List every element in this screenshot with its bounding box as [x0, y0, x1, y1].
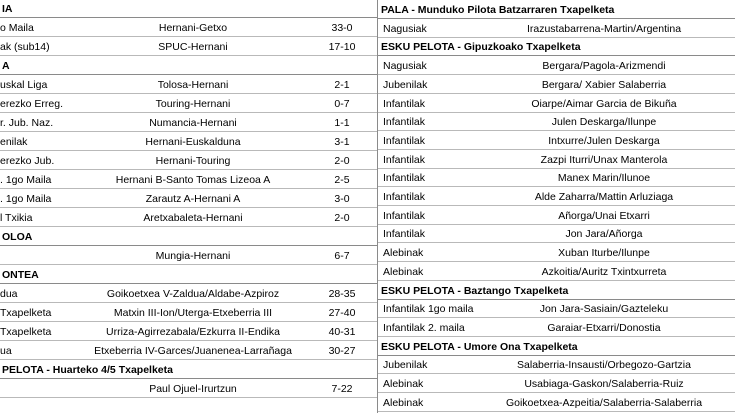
result-row: [378, 188, 735, 206]
result-row: [378, 132, 735, 150]
score-value: 3-0: [334, 193, 350, 205]
section-header: [0, 266, 377, 284]
category-label: o Maila: [0, 22, 34, 34]
result-row: [0, 247, 377, 265]
category-label: Txapelketa: [0, 326, 52, 338]
score-value: 33-0: [331, 22, 353, 34]
match-label: Tolosa-Hernani: [157, 79, 229, 91]
result-row: [378, 375, 735, 393]
match-label: Añorga/Unai Etxarri: [558, 209, 650, 222]
match-label: Garaiar-Etxarri/Donostia: [547, 321, 661, 334]
result-row: [0, 285, 377, 303]
match-label: Matxin III-Ion/Uterga-Etxeberria III: [113, 307, 273, 319]
category-label: enilak: [0, 136, 28, 148]
match-label: Alde Zaharra/Mattin Arluziaga: [534, 191, 674, 203]
match-label: Bergara/Pagola-Arizmendi: [542, 60, 666, 73]
category-label: Infantilak: [383, 153, 426, 166]
result-row: [0, 38, 377, 56]
result-row: [0, 19, 377, 37]
match-label: Urriza-Agirrezabala/Ezkurra II-Endika: [106, 326, 280, 338]
match-label: Jon Jara/Añorga: [565, 228, 643, 241]
score-value: 3-1: [334, 136, 350, 148]
score-value: 7-22: [331, 383, 353, 395]
category-label: Alebinak: [383, 378, 424, 390]
result-row: [378, 207, 735, 225]
category-label: Alebinak: [383, 396, 424, 409]
category-label: Infantilak 2. maila: [383, 321, 465, 334]
result-row: [378, 225, 735, 243]
match-label: Jon Jara-Sasiain/Gazteleku: [539, 303, 669, 316]
result-row: [378, 319, 735, 337]
category-label: ak (sub14): [0, 41, 50, 53]
category-label: Jubenilak: [383, 78, 428, 91]
match-label: Intxurre/Julen Deskarga: [548, 134, 660, 147]
score-value: 2-1: [334, 79, 350, 91]
score-value: 27-40: [328, 307, 356, 319]
category-label: uskal Liga: [0, 79, 48, 91]
match-label: Irazustabarrena-Martin/Argentina: [526, 22, 682, 35]
section-title: ESKU PELOTA - Baztango Txapelketa: [381, 284, 569, 297]
match-label: Salaberria-Insausti/Orbegozo-Gartzia: [517, 359, 691, 372]
section-header: [378, 282, 735, 300]
match-label: Hernani B-Santo Tomas Lizeoa A: [115, 174, 271, 186]
result-row: [0, 304, 377, 322]
result-row: [0, 209, 377, 227]
result-row: [378, 20, 735, 38]
category-label: Nagusiak: [383, 60, 427, 73]
match-label: Goikoetxea V-Zaldua/Aldabe-Azpiroz: [106, 288, 280, 300]
match-label: Xuban Iturbe/Ilunpe: [558, 247, 650, 260]
score-value: 28-35: [328, 288, 356, 300]
match-label: Hernani-Touring: [155, 155, 231, 167]
category-label: Jubenilak: [383, 359, 428, 372]
match-label: Zazpi Iturri/Unax Manterola: [540, 153, 668, 166]
category-label: erezko Jub.: [0, 155, 55, 167]
section-header: [378, 38, 735, 56]
score-value: 2-0: [334, 212, 350, 224]
category-label: Infantilak: [383, 172, 426, 185]
match-label: Paul Ojuel-Irurtzun: [149, 383, 237, 395]
category-label: Infantilak: [383, 209, 426, 222]
category-label: Alebinak: [383, 265, 424, 278]
result-row: [378, 113, 735, 131]
match-label: Manex Marin/Ilunoe: [557, 172, 651, 185]
category-label: Infantilak: [383, 116, 426, 129]
section-header: [0, 228, 377, 246]
score-value: 30-27: [328, 345, 356, 357]
score-value: 6-7: [334, 250, 350, 262]
category-label: dua: [0, 288, 18, 300]
result-row: [378, 95, 735, 113]
section-title: ESKU PELOTA - Umore Ona Txapelketa: [381, 340, 578, 353]
result-row: [378, 394, 735, 412]
category-label: Infantilak: [383, 97, 426, 110]
section-header: [0, 57, 377, 75]
result-row: [0, 114, 377, 132]
result-row: [0, 133, 377, 151]
result-row: [378, 151, 735, 169]
category-label: Txapelketa: [0, 307, 52, 319]
result-row: [378, 263, 735, 281]
score-value: 1-1: [334, 117, 350, 129]
match-label: Hernani-Euskalduna: [145, 136, 241, 148]
score-value: 40-31: [328, 326, 356, 338]
match-label: Mungia-Hernani: [155, 250, 231, 262]
match-label: Oiarpe/Aimar Garcia de Bikuña: [531, 97, 677, 110]
match-label: SPUC-Hernani: [158, 41, 228, 53]
section-header: [378, 1, 735, 19]
section-header: [378, 338, 735, 356]
result-row: [0, 380, 377, 398]
section-title: A: [2, 60, 10, 72]
result-row: [0, 190, 377, 208]
category-label: . 1go Maila: [0, 193, 52, 205]
match-label: Aretxabaleta-Hernani: [143, 212, 243, 224]
category-label: Infantilak: [383, 191, 426, 203]
category-label: l Txikia: [0, 212, 33, 224]
section-header: [0, 361, 377, 379]
match-label: Goikoetxea-Azpeitia/Salaberria-Salaberria: [505, 396, 703, 409]
match-label: Azkoitia/Auritz Txintxurreta: [541, 265, 667, 278]
section-title: ESKU PELOTA - Gipuzkoako Txapelketa: [381, 41, 581, 54]
right-results-panel: [377, 0, 735, 413]
match-label: Touring-Hernani: [155, 98, 231, 110]
category-label: r. Jub. Naz.: [0, 117, 54, 129]
category-label: Infantilak 1go maila: [383, 303, 474, 316]
section-title: PALA - Munduko Pilota Batzarraren Txapelketa: [381, 4, 615, 16]
score-value: 0-7: [334, 98, 350, 110]
category-label: Infantilak: [383, 134, 426, 147]
section-title: OLOA: [2, 231, 33, 243]
score-value: 2-0: [334, 155, 350, 167]
result-row: [0, 152, 377, 170]
result-row: [378, 57, 735, 75]
match-label: Numancia-Hernani: [149, 117, 237, 129]
result-row: [0, 171, 377, 189]
match-label: Bergara/ Xabier Salaberria: [541, 78, 667, 91]
section-title: PELOTA - Huarteko 4/5 Txapelketa: [2, 364, 173, 376]
category-label: erezko Erreg.: [0, 98, 64, 110]
result-row: [378, 356, 735, 374]
result-row: [0, 323, 377, 341]
section-header: [0, 0, 377, 18]
score-value: 2-5: [334, 174, 350, 186]
category-label: . 1go Maila: [0, 174, 52, 186]
match-label: Julen Deskarga/Ilunpe: [551, 116, 657, 129]
score-value: 17-10: [328, 41, 356, 53]
result-row: [0, 95, 377, 113]
result-row: [0, 76, 377, 94]
match-label: Zarautz A-Hernani A: [145, 193, 241, 205]
result-row: [378, 244, 735, 262]
result-row: [378, 300, 735, 318]
match-label: Etxeberria IV-Garces/Juanenea-Larrañaga: [94, 345, 292, 357]
match-label: Usabiaga-Gaskon/Salaberria-Ruiz: [524, 378, 684, 390]
result-row: [378, 76, 735, 94]
section-title: IA: [2, 3, 13, 15]
category-label: ua: [0, 345, 12, 357]
result-row: [0, 342, 377, 360]
result-row: [378, 169, 735, 187]
section-title: ONTEA: [2, 269, 39, 281]
category-label: Infantilak: [383, 228, 426, 241]
match-label: Hernani-Getxo: [158, 22, 228, 34]
category-label: Alebinak: [383, 247, 424, 260]
category-label: Nagusiak: [383, 22, 427, 35]
